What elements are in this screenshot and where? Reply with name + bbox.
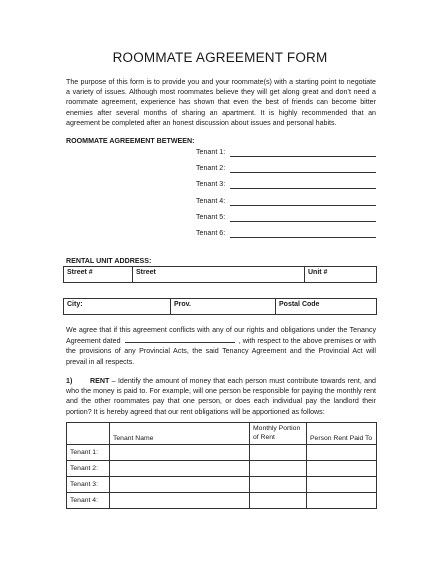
- paid-to-cell[interactable]: [307, 445, 377, 461]
- table-header-cell: Monthly Portion of Rent: [250, 423, 307, 445]
- tenant-name-cell[interactable]: [110, 493, 250, 509]
- tenant-3-field[interactable]: [230, 188, 376, 189]
- paid-to-cell[interactable]: [307, 461, 377, 477]
- address-table-row1: [63, 266, 377, 283]
- tenant-1-field[interactable]: [230, 156, 376, 157]
- page-title: ROOMMATE AGREEMENT FORM: [112, 50, 328, 65]
- address-table-row2: [63, 298, 377, 315]
- monthly-portion-cell[interactable]: [250, 445, 307, 461]
- table-header-cell: Person Rent Paid To: [307, 423, 377, 445]
- paid-to-cell[interactable]: [307, 493, 377, 509]
- tenant-row-label: Tenant 2:: [67, 461, 110, 477]
- table-row: [67, 461, 377, 477]
- postal-code-cell[interactable]: Postal Code: [276, 299, 377, 315]
- monthly-portion-cell[interactable]: [250, 461, 307, 477]
- tenant-name-cell[interactable]: [110, 461, 250, 477]
- table-header-cell: [67, 423, 110, 445]
- tenant-label: Tenant 3:: [196, 180, 226, 188]
- tenant-row-label: Tenant 1:: [67, 445, 110, 461]
- agreement-paragraph: [66, 325, 376, 367]
- table-header-cell: Tenant Name: [110, 423, 250, 445]
- street-number-cell[interactable]: Street #: [64, 267, 133, 283]
- prov-cell[interactable]: Prov.: [171, 299, 276, 315]
- between-heading: ROOMMATE AGREEMENT BETWEEN:: [66, 137, 195, 145]
- table-row: [67, 445, 377, 461]
- tenant-row-label: Tenant 4:: [67, 493, 110, 509]
- agreement-text-1: We agree that if this agreement conflicts with any of our rights and obligations under the Tenancy Agreement dated: [66, 326, 376, 346]
- city-cell[interactable]: City:: [64, 299, 171, 315]
- tenant-name-cell[interactable]: [110, 477, 250, 493]
- tenant-6-field[interactable]: [230, 237, 376, 238]
- rent-section-number: 1): [66, 377, 73, 385]
- tenant-label: Tenant 5:: [196, 213, 226, 221]
- tenant-label: Tenant 2:: [196, 164, 226, 172]
- tenant-label: Tenant 1:: [196, 148, 226, 156]
- rent-section: [66, 376, 376, 417]
- rent-table: [66, 422, 377, 509]
- monthly-portion-cell[interactable]: [250, 493, 307, 509]
- tenant-label: Tenant 6:: [196, 229, 226, 237]
- table-row: [67, 477, 377, 493]
- monthly-portion-cell[interactable]: [250, 477, 307, 493]
- intro-paragraph: The purpose of this form is to provide you and your roommate(s) with a starting point to negotiate a variety of issues. Although most roommates believe they will get along great and don’t need a roommate agreement, experience has shown that even the best of friends can become bitter enemies after several months of sharing an apartment. It is highly recommended that an agreement be completed after an honest discussion about issues and personal habits.: [66, 78, 376, 127]
- table-row: [67, 493, 377, 509]
- agreement-date-field[interactable]: [125, 335, 235, 343]
- tenant-name-cell[interactable]: [110, 445, 250, 461]
- tenant-row-label: Tenant 3:: [67, 477, 110, 493]
- unit-cell[interactable]: Unit #: [305, 267, 377, 283]
- tenant-2-field[interactable]: [230, 172, 376, 173]
- rent-section-label: RENT: [90, 377, 110, 385]
- street-cell[interactable]: Street: [133, 267, 305, 283]
- address-heading: RENTAL UNIT ADDRESS:: [66, 257, 152, 265]
- agreement-text-2: , with respect to the above premises or with the provisions of any Provincial Acts, the said Tenancy Agreement and the Provincial Act will prevail in all respects.: [66, 337, 376, 366]
- table-header-row: [67, 423, 377, 445]
- tenant-4-field[interactable]: [230, 205, 376, 206]
- tenant-5-field[interactable]: [230, 221, 376, 222]
- rent-section-text: – Identify the amount of money that each person must contribute towards rent, and who the money is paid to. For example, will one person be responsible for paying the monthly rent and the other roommates pay that one person, or does each individual pay the landlord their portion? It is hereby agreed that our rent obligations will be apportioned as follows:: [66, 377, 376, 416]
- paid-to-cell[interactable]: [307, 477, 377, 493]
- tenant-label: Tenant 4:: [196, 197, 226, 205]
